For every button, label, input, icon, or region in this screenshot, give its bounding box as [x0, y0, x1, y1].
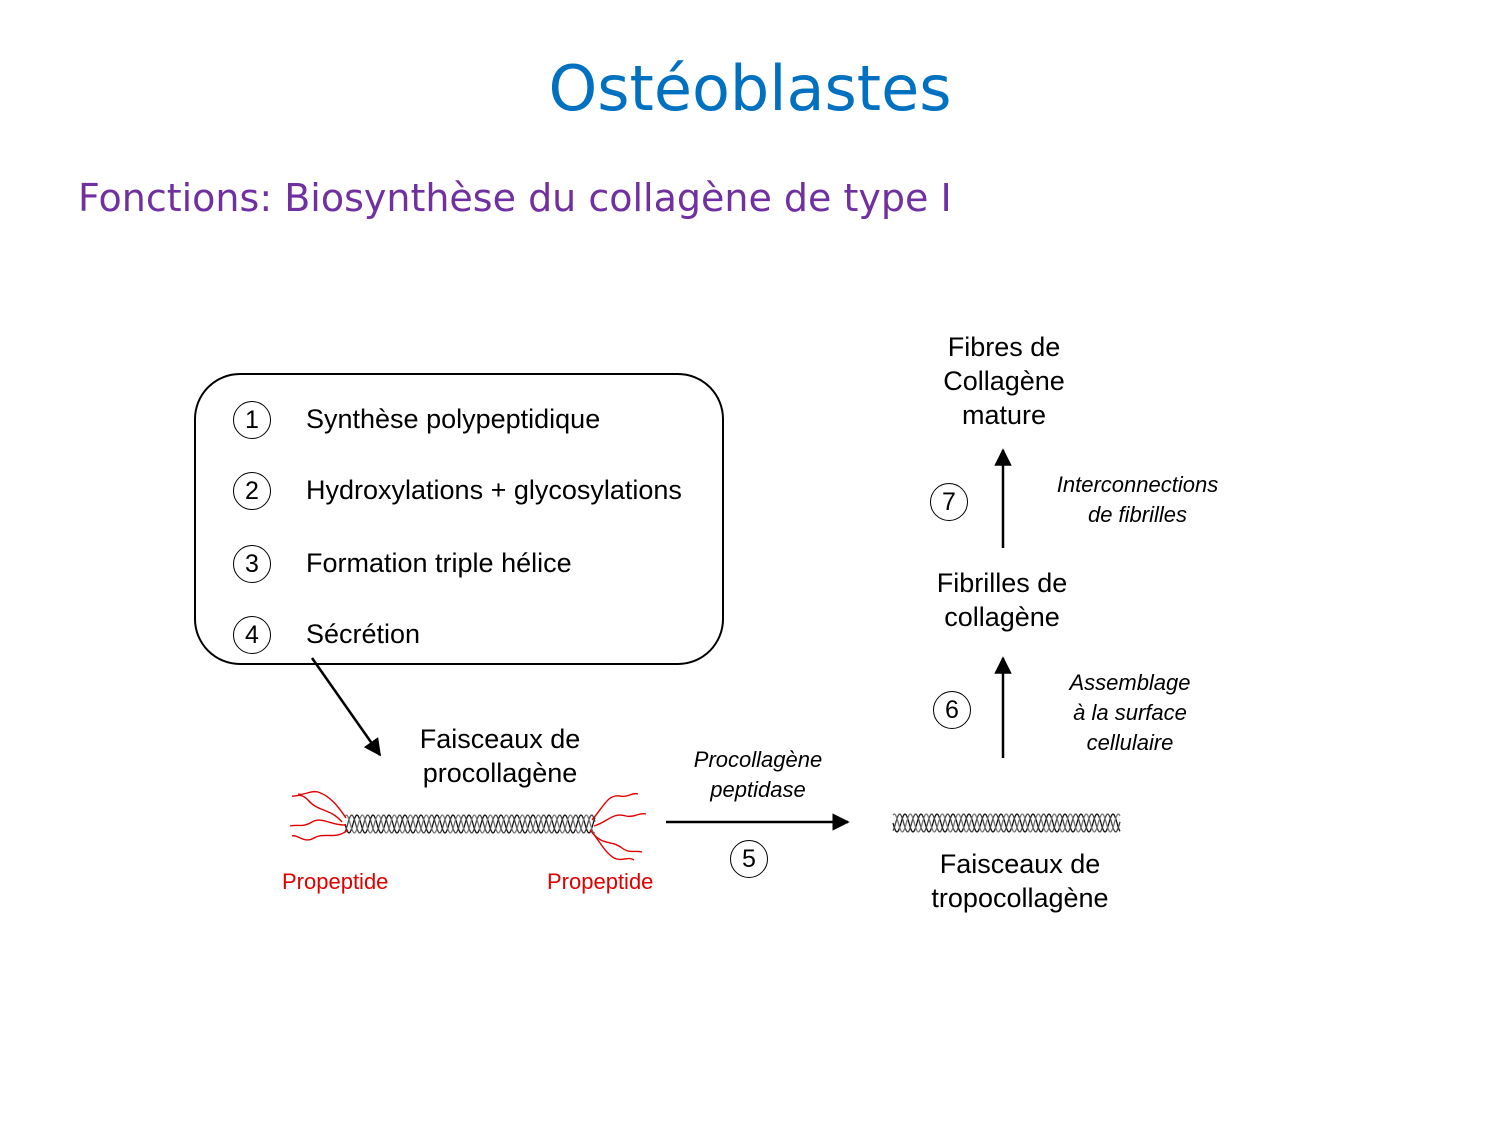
step-7-desc-line2: de fibrilles: [1087, 502, 1188, 527]
fibrils-label: [892, 566, 1112, 634]
tropocollagen-label-line2: tropocollagène: [931, 883, 1109, 913]
step-4-number: 4: [233, 616, 271, 654]
step-6-number: 6: [933, 691, 971, 729]
propeptide-left-squiggles: [290, 792, 348, 840]
procollagen-helix: [345, 815, 595, 833]
fibrils-label-line2: collagène: [944, 602, 1060, 632]
fibrils-label-line1: Fibrilles de: [936, 568, 1068, 598]
step-7-number: 7: [930, 483, 968, 521]
step-5-number: 5: [730, 840, 768, 878]
enzyme-label-line1: Procollagène: [693, 747, 823, 772]
step-7-desc-line1: Interconnections: [1056, 472, 1219, 497]
step-1-label: Synthèse polypeptidique: [306, 404, 601, 434]
fibres-label-line1: Fibres de: [947, 332, 1061, 362]
slide-subtitle: Fonctions: Biosynthèse du collagène de type I: [78, 176, 952, 220]
enzyme-label-line2: peptidase: [710, 777, 806, 802]
enzyme-label: [658, 745, 858, 805]
step-3-number: 3: [233, 545, 271, 583]
procollagen-label: [380, 722, 620, 790]
step-6-desc-line3: cellulaire: [1086, 730, 1174, 755]
step-7-description: [1030, 470, 1245, 530]
propeptide-right-squiggles: [590, 794, 646, 860]
step-6-desc-line1: Assemblage: [1069, 670, 1191, 695]
fibres-label: [904, 330, 1104, 432]
tropocollagen-label: [900, 847, 1140, 915]
tropocollagen-label-line1: Faisceaux de: [939, 849, 1101, 879]
step-4-label: Sécrétion: [306, 619, 421, 649]
secretion-arrow: [312, 658, 380, 755]
step-1-number: 1: [233, 401, 271, 439]
fibres-label-line3: mature: [961, 400, 1047, 430]
step-6-desc-line2: à la surface: [1073, 700, 1187, 725]
propeptide-left-label: Propeptide: [282, 869, 389, 894]
step-3-label: Formation triple hélice: [306, 548, 572, 578]
fibres-label-line2: Collagène: [943, 366, 1065, 396]
tropocollagen-helix: [893, 814, 1120, 832]
procollagen-label-line2: procollagène: [422, 758, 578, 788]
procollagen-label-line1: Faisceaux de: [419, 724, 581, 754]
propeptide-right-label: Propeptide: [547, 869, 654, 894]
step-6-description: [1040, 668, 1220, 758]
step-2-number: 2: [233, 472, 271, 510]
step-2-label: Hydroxylations + glycosylations: [306, 475, 682, 505]
slide-title: Ostéoblastes: [548, 52, 952, 125]
